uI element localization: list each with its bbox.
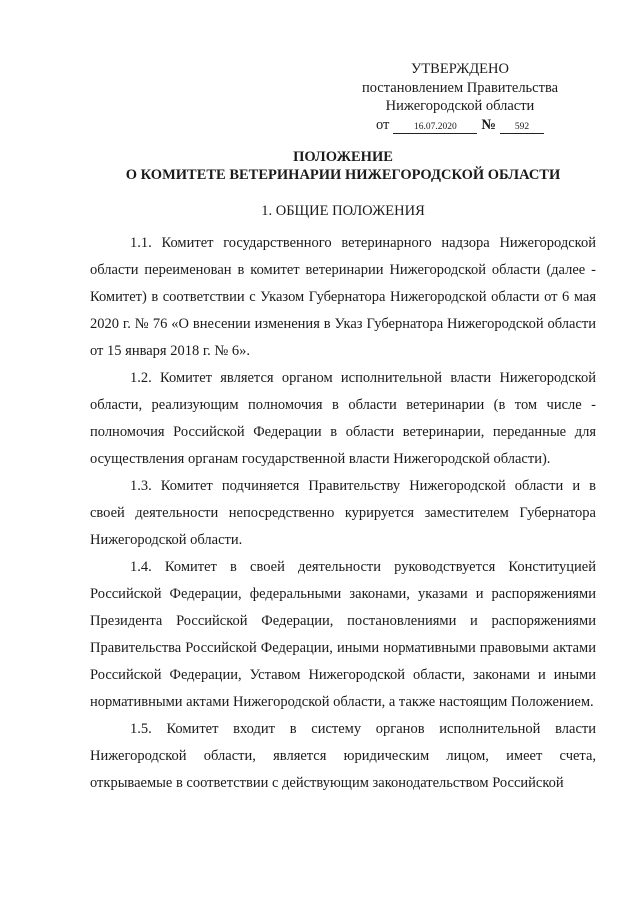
approval-by-resolution: постановлением Правительства: [361, 79, 559, 96]
approval-date: 16.07.2020: [393, 121, 477, 134]
section-heading: 1. ОБЩИЕ ПОЛОЖЕНИЯ: [261, 203, 425, 219]
document-body: [90, 230, 596, 797]
approval-number-sign: №: [481, 116, 496, 133]
approval-date-line: [355, 116, 565, 135]
approval-region: Нижегородской области: [385, 98, 535, 114]
document-title-line1: ПОЛОЖЕНИЕ: [293, 149, 393, 165]
document-title: [90, 148, 596, 184]
approval-stamp: [355, 60, 565, 134]
document-title-line2: О КОМИТЕТЕ ВЕТЕРИНАРИИ НИЖЕГОРОДСКОЙ ОБЛАСТИ: [125, 167, 561, 183]
paragraph-1-2: 1.2. Комитет является органом исполнительной власти Нижегородской области, реализующим полномочия в области ветеринарии (в том числе - полномочия Российской Федерации в области ветеринарии, переданные для осуществления органам государственной власти Нижегородской области).: [90, 370, 596, 467]
approval-number: 592: [500, 121, 544, 134]
approval-title: УТВЕРЖДЕНО: [411, 61, 509, 77]
approval-from-label: от: [376, 116, 390, 133]
paragraph-1-3: 1.3. Комитет подчиняется Правительству Нижегородской области и в своей деятельности непосредственно курируется заместителем Губернатора Нижегородской области.: [90, 478, 596, 548]
paragraph-1-1: 1.1. Комитет государственного ветеринарного надзора Нижегородской области переименован в комитет ветеринарии Нижегородской области (далее - Комитет) в соответствии с Указом Губернатора Нижегородской области от 6 мая 2020 г. № 76 «О внесении изменения в Указ Губернатора Нижегородской области от 15 января 2018 г. № 6».: [90, 235, 596, 359]
paragraph-1-4: 1.4. Комитет в своей деятельности руководствуется Конституцией Российской Федерации, федеральными законами, указами и распоряжениями Президента Российской Федерации, постановлениями и распоряжениями Правительства Российской Федерации, иными нормативными правовыми актами Российской Федерации, Уставом Нижегородской области, законами и иными нормативными актами Нижегородской области, а также настоящим Положением.: [90, 559, 596, 710]
paragraph-1-5: 1.5. Комитет входит в систему органов исполнительной власти Нижегородской области, является юридическим лицом, имеет счета, открываемые в соответствии с действующим законодательством Российской: [90, 721, 596, 791]
